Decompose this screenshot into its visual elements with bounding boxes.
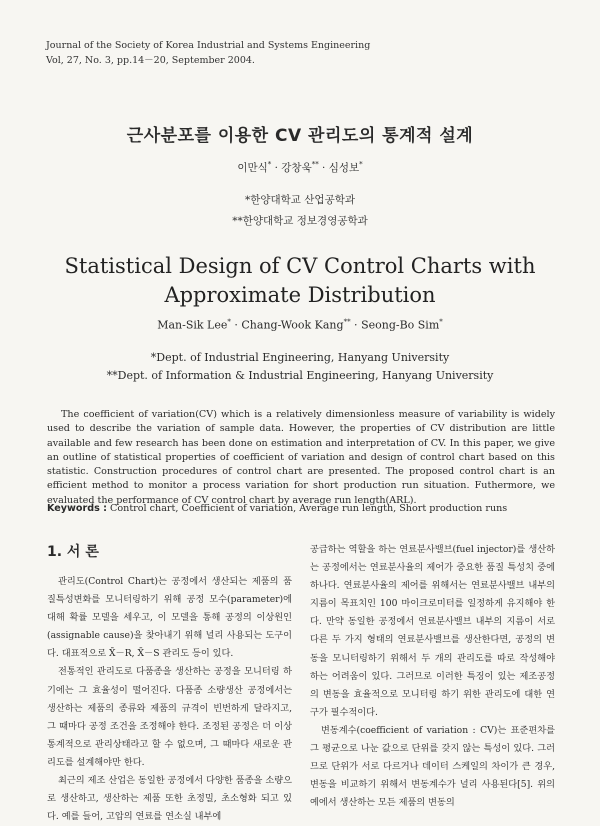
body-paragraph: 관리도(Control Chart)는 공정에서 생산되는 제품의 품질특성변화를 모니터링하기 위해 공정 모수(parameter)에 대해 확률 모델을 세우고, 이 모델을 통해 공정의 이상원인(assignable cause)을 찾아내기 위해 널리 사용되는 도구이다. 대표적으로 X̄－R, X̄－S 관리도 등이 있다. [47, 576, 292, 660]
affiliation: *Dept. of Industrial Engineering, Hanyang University [150, 351, 450, 364]
author-name: 이만식 [237, 162, 268, 174]
author-name: Man-Sik Lee [157, 318, 228, 332]
affiliation: **한양대학교 정보경영공학과 [232, 215, 368, 227]
author-mark: * [359, 160, 363, 169]
affiliation: **Dept. of Information & Industrial Engineering, Hanyang University [106, 369, 494, 382]
body-paragraph: 공급하는 역할을 하는 연료분사밸브(fuel injector)를 생산하는 공정에서는 연료분사율의 제어가 중요한 품질 특성치 중에 하나다. 연료분사율의 제어를 위해서는 연료분사밸브 내부의 지름이 목표치인 100 마이크로미터를 일정하게 유지해야 한다. 만약 동일한 공정에서 연료분사밸브 내부의 지름이 서로 다른 두 가지 형태의 연료분사밸브를 생산한다면, 공정의 변동을 모니터링하기 위해서 두 개의 관리도를 따로 작성해야 하는 어려움이 있다. 그러므로 이러한 특징이 있는 제조공정의 변동을 효율적으로 모니터링 하기 위한 관리도에 대한 연구가 필수적이다. [310, 544, 555, 718]
body-column-right [310, 541, 555, 812]
english-title [0, 252, 600, 310]
author-mark: * [227, 318, 231, 326]
abstract: The coefficient of variation(CV) which is a relatively dimensionless measure of variability is widely used to describe the variation of sample data. However, the properties of CV distribution are little available and few research has been done on estimation and interpretation of CV. In this paper, we give an outline of statistical properties of coefficient of variation and design of control chart based on this statistic. Construction procedures of control chart are presented. The proposed control chart is an efficient method to monitor a process variation for short production run situation. Futhermore, we evaluated the performance of CV control chart by average run length(ARL). [47, 409, 555, 506]
body-paragraph: 최근의 제조 산업은 동일한 공정에서 다양한 품종을 소량으로 생산하고, 생산하는 제품 또한 초정밀, 초소형화 되고 있다. 예를 들어, 고압의 연료를 연소실 내부에 [47, 775, 292, 823]
author-mark: ** [343, 318, 351, 326]
body-paragraph: 전통적인 관리도로 다품종을 생산하는 공정을 모니터링 하기에는 그 효율성이 떨어진다. 다품종 소량생산 공정에서는 생산하는 제품의 종류와 제품의 규격이 빈번하게 달라지고, 그 때마다 공정 조건을 조정해야 한다. 조정된 공정은 더 이상 통계적으로 관리상태라고 할 수 없으며, 그 때마다 새로운 관리도를 설계해야만 한다. [47, 666, 292, 768]
section-heading: 1. 서 론 [47, 544, 99, 560]
journal-volume: Vol, 27, No. 3, pp.14－20, September 2004. [46, 55, 255, 66]
author-name: Seong-Bo Sim [361, 318, 440, 332]
korean-authors: 이만식* · 강창욱** · 심성보* [237, 160, 363, 174]
author-name: Chang-Wook Kang [241, 318, 344, 332]
affiliation: *한양대학교 산업공학과 [244, 194, 356, 206]
journal-citation [46, 38, 370, 68]
author-mark: * [267, 160, 272, 169]
body-column-left [47, 573, 292, 826]
keywords-label: Keywords : [47, 503, 107, 514]
title-line: Approximate Distribution [164, 283, 436, 307]
korean-title: 근사분포를 이용한 CV 관리도의 통계적 설계 [126, 126, 474, 146]
author-mark: ** [311, 160, 319, 169]
journal-name: Journal of the Society of Korea Industrial and Systems Engineering [46, 40, 371, 51]
author-name: 강창욱 [281, 162, 312, 174]
title-line: Statistical Design of CV Control Charts with [64, 254, 536, 278]
korean-affiliations [0, 190, 600, 232]
body-paragraph: 변동계수(coefficient of variation : CV)는 표준편차를 그 평균으로 나눈 값으로 단위를 갖지 않는 특성이 있다. 그러므로 단위가 서로 다르거나 데이터 스케일의 차이가 큰 경우, 변동을 비교하기 위해서 변동계수가 널리 사용된다[5]. 위의 예에서 생산하는 모든 제품의 변동의 [310, 724, 555, 809]
english-authors: Man-Sik Lee* · Chang-Wook Kang** · Seong-Bo Sim* [157, 318, 443, 332]
author-mark: * [439, 318, 443, 326]
keywords [47, 503, 567, 514]
keywords-text: Control chart, Coefficient of variation, Average run length, Short production runs [110, 503, 508, 514]
author-name: 심성보 [328, 162, 360, 174]
english-affiliations [0, 349, 600, 385]
